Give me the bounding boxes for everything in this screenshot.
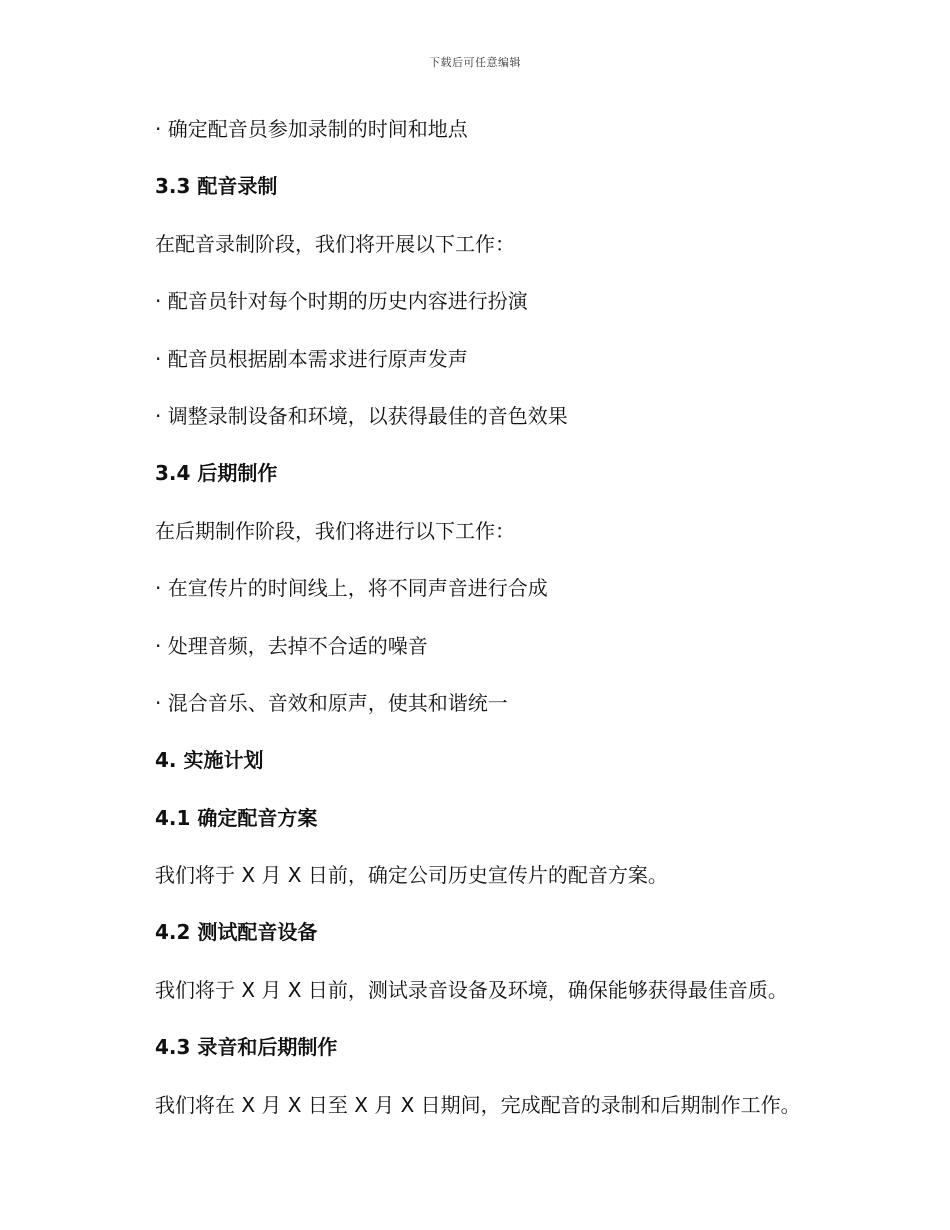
page-header: 下载后可任意编辑: [429, 56, 521, 69]
paragraph: 我们将于 X 月 X 日前，测试录音设备及环境，确保能够获得最佳音质。: [155, 977, 788, 1002]
section-heading: 4.3 录音和后期制作: [155, 1035, 338, 1060]
section-heading: 3.3 配音录制: [155, 174, 278, 199]
bullet-item: · 处理音频，去掉不合适的噪音: [155, 633, 428, 658]
bullet-item: · 混合音乐、音效和原声，使其和谐统一: [155, 690, 508, 715]
bullet-item: · 调整录制设备和环境，以获得最佳的音色效果: [155, 403, 568, 428]
section-heading: 4. 实施计划: [155, 748, 264, 773]
paragraph: 在后期制作阶段，我们将进行以下工作：: [155, 518, 515, 543]
section-heading: 3.4 后期制作: [155, 461, 278, 486]
bullet-item: · 在宣传片的时间线上，将不同声音进行合成: [155, 576, 548, 601]
bullet-item: · 配音员针对每个时期的历史内容进行扮演: [155, 289, 528, 314]
paragraph: 我们将于 X 月 X 日前，确定公司历史宣传片的配音方案。: [155, 863, 668, 888]
document-body: [155, 112, 855, 1145]
bullet-item: · 确定配音员参加录制的时间和地点: [155, 117, 468, 141]
bullet-item: · 配音员根据剧本需求进行原声发声: [155, 346, 468, 371]
paragraph: 我们将在 X 月 X 日至 X 月 X 日期间，完成配音的录制和后期制作工作。: [155, 1092, 801, 1117]
paragraph: 在配音录制阶段，我们将开展以下工作：: [155, 231, 515, 256]
section-heading: 4.1 确定配音方案: [155, 805, 318, 830]
section-heading: 4.2 测试配音设备: [155, 920, 318, 945]
